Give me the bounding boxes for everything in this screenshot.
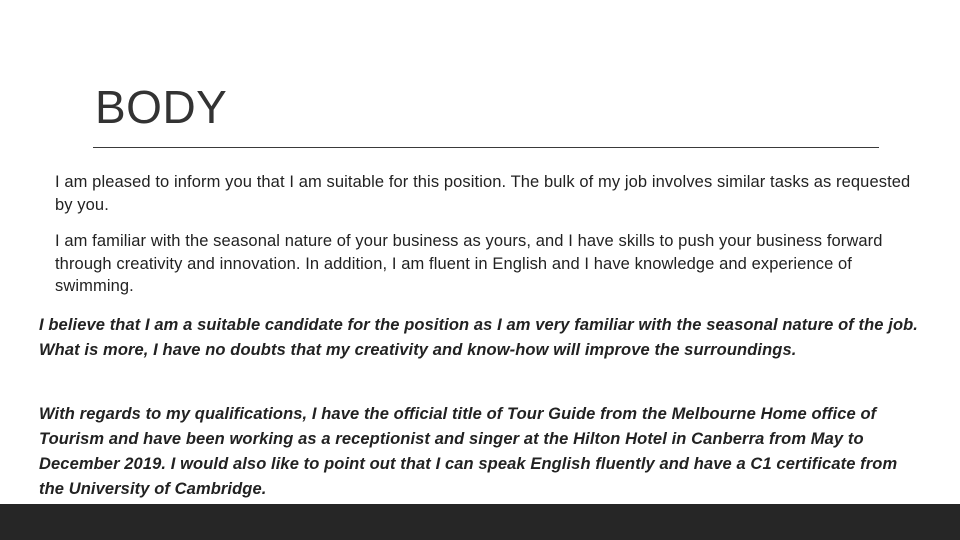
slide-title: BODY bbox=[95, 81, 228, 133]
body-paragraph-3: I believe that I am a suitable candidate for the position as I am very familiar with the seasonal nature of the job. What is more, I have no doubts that my creativity and know-how will improve the surroundings. bbox=[39, 316, 918, 359]
footer-bar bbox=[0, 504, 960, 540]
title-divider bbox=[93, 147, 879, 148]
body-paragraph-4: With regards to my qualifications, I have the official title of Tour Guide from the Melbourne Home office of Tourism and have been working as a receptionist and singer at the Hilton Hotel in Canberra from May to December 2019. I would also like to point out that I can speak English fluently and have a C1 certificate from the University of Cambridge. bbox=[39, 405, 898, 498]
body-paragraph-2: I am familiar with the seasonal nature of your business as yours, and I have skills to push your business forward through creativity and innovation. In addition, I am fluent in English and I have knowledge and experience of swimming. bbox=[55, 232, 883, 295]
body-paragraph-1: I am pleased to inform you that I am suitable for this position. The bulk of my job involves similar tasks as requested by you. bbox=[55, 173, 911, 214]
